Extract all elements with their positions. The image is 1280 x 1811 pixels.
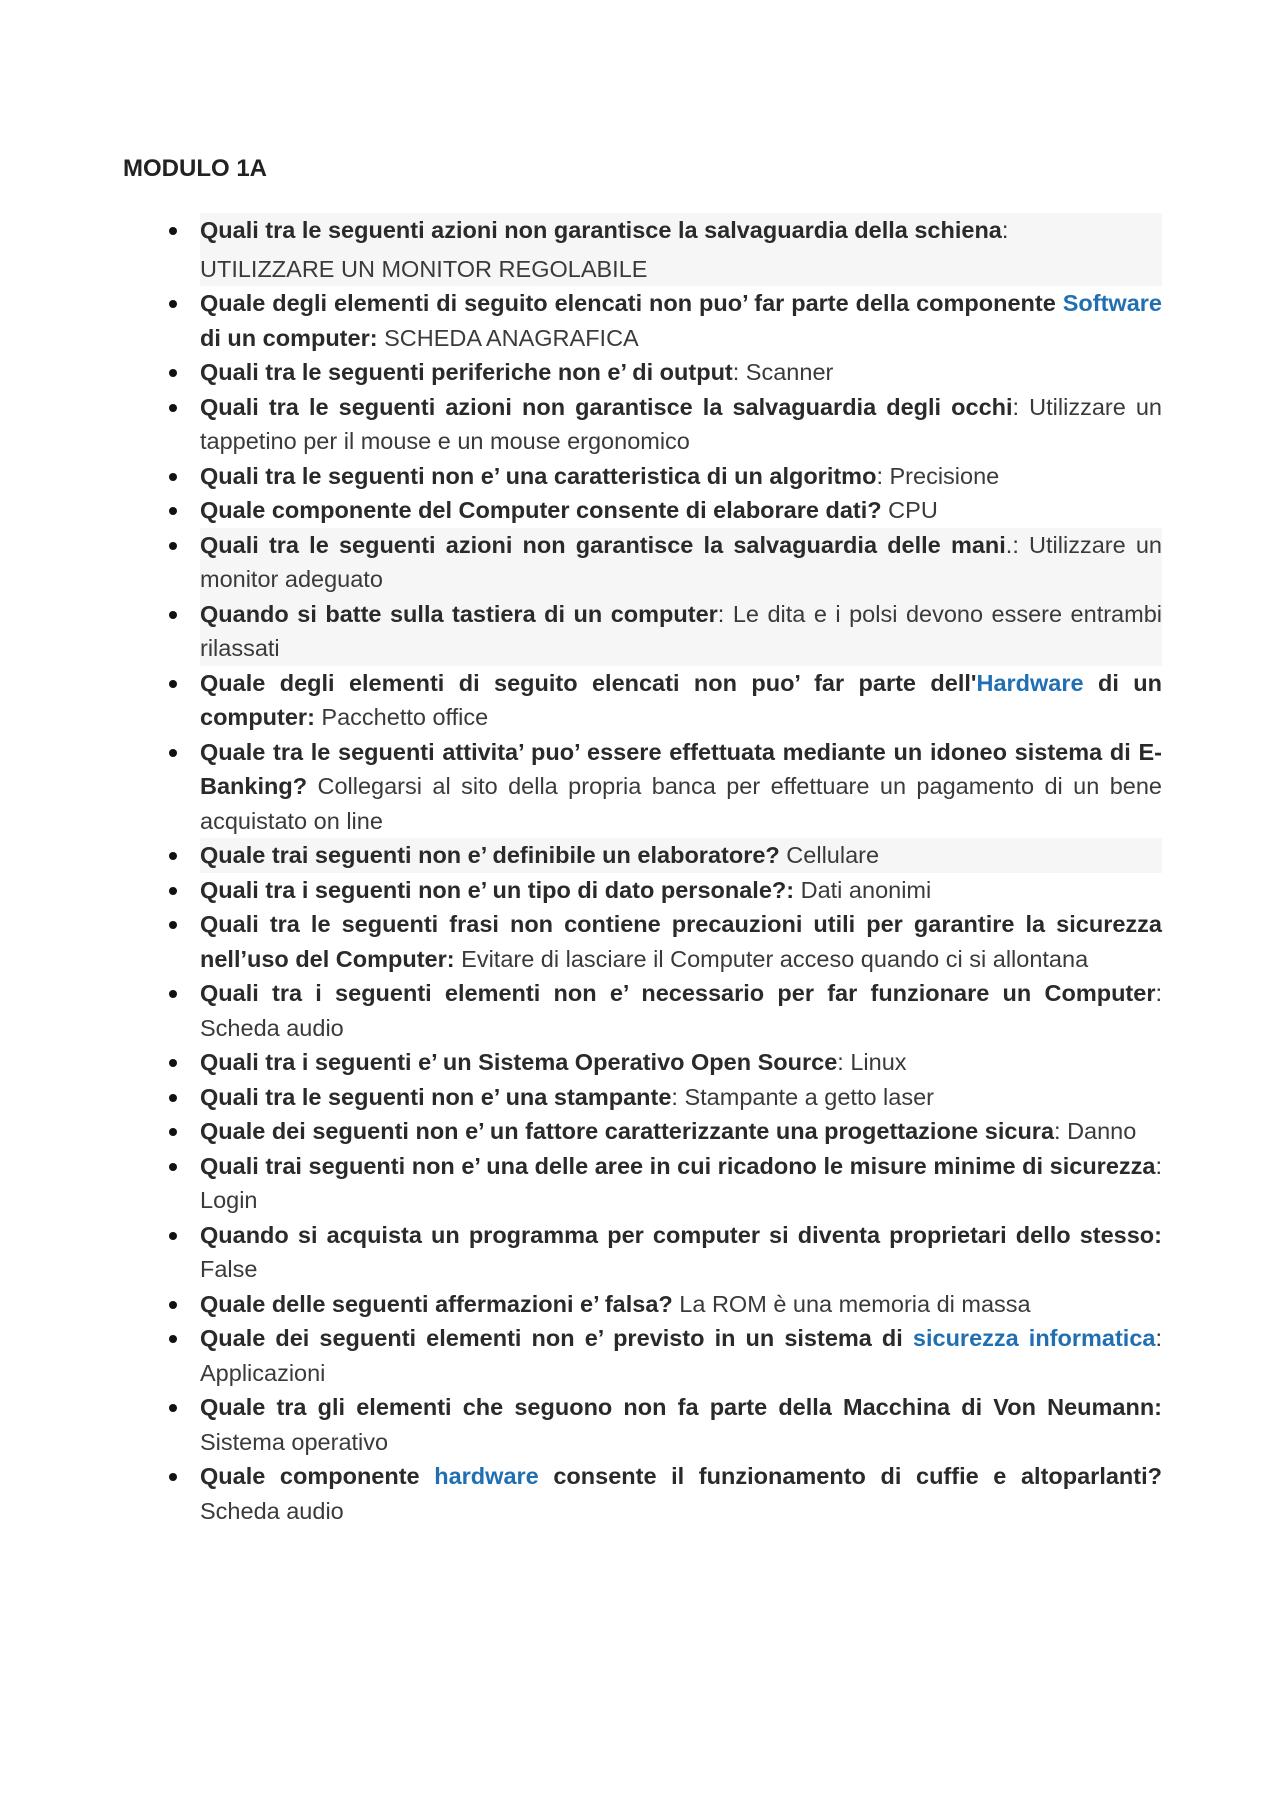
answer-text: Sistema operativo	[200, 1428, 389, 1455]
hyperlink-hardware[interactable]: Hardware	[976, 669, 1084, 696]
question-suffix: :	[1155, 1152, 1162, 1179]
answer-text: Collegarsi al sito della propria banca per effettuare un pagamento di un bene acquistato on line	[200, 773, 1162, 834]
question-suffix: :	[1155, 1325, 1162, 1351]
answer-text: Scheda audio	[200, 1014, 344, 1041]
answer-text: Scanner	[739, 359, 834, 385]
question-suffix: consente il funzionamento di cuffie e altoparlanti?	[538, 1463, 1162, 1489]
answer-text: Evitare di lasciare il Computer acceso quando ci si allontana	[454, 945, 1089, 972]
question-suffix: :	[1012, 393, 1020, 420]
question-text: Quali trai seguenti non e’ una delle aree in cui ricadono le misure minime di sicurezza	[200, 1152, 1156, 1179]
list-item	[200, 493, 1162, 528]
question-text: Quali tra le seguenti frasi non contiene precauzioni utili per garantire la sicurezza nell’uso del Computer:	[200, 911, 1162, 972]
question-suffix: di un computer:	[200, 324, 378, 351]
answer-text: UTILIZZARE UN MONITOR REGOLABILE	[200, 255, 648, 282]
answer-text: Dati anonimi	[794, 876, 932, 903]
list-item	[200, 873, 1162, 908]
question-text: Quale dei seguenti elementi non e’ previsto in un sistema di	[200, 1325, 913, 1351]
question-suffix: :	[1054, 1118, 1061, 1144]
list-item	[200, 355, 1162, 390]
question-text: Quali tra le seguenti periferiche non e’ di output	[200, 359, 733, 385]
question-suffix: :	[671, 1083, 678, 1110]
list-item	[200, 666, 1162, 735]
list-item	[200, 1218, 1162, 1287]
question-text: Quale componente del Computer consente di elaborare dati?	[200, 497, 882, 523]
question-text: Quali tra le seguenti azioni non garantisce la salvaguardia degli occhi	[200, 393, 1013, 420]
page-title: MODULO 1A	[123, 155, 267, 182]
question-text: Quali tra i seguenti elementi non e’ necessario per far funzionare un Computer	[200, 980, 1156, 1006]
question-list	[200, 213, 1162, 1528]
question-suffix: .:	[1005, 531, 1019, 558]
answer-text: Login	[200, 1187, 258, 1213]
list-item	[200, 976, 1162, 1045]
hyperlink-software[interactable]: Software	[1062, 290, 1162, 316]
list-item	[200, 1149, 1162, 1218]
question-suffix: :	[876, 462, 883, 489]
question-text: Quali tra le seguenti azioni non garantisce la salvaguardia delle mani	[200, 531, 1006, 558]
question-suffix: :	[837, 1049, 844, 1075]
answer-text: La ROM è una memoria di massa	[672, 1290, 1031, 1317]
list-item	[200, 838, 1162, 873]
hyperlink-sicurezza-informatica[interactable]: sicurezza informatica	[912, 1325, 1156, 1351]
question-text: Quale degli elementi di seguito elencati non puo’ far parte dell'	[200, 669, 977, 696]
question-text: Quale componente	[200, 1463, 435, 1489]
answer-text: Precisione	[882, 462, 1000, 489]
list-item	[200, 1321, 1162, 1390]
answer-text: Utilizzare un monitor adeguato	[200, 531, 1162, 592]
question-suffix: di un computer:	[200, 669, 1163, 730]
question-text: Quale trai seguenti non e’ definibile un elaboratore?	[200, 842, 780, 868]
answer-text: Utilizzare un tappetino per il mouse e un mouse ergonomico	[200, 393, 1163, 454]
question-suffix: :	[732, 359, 740, 385]
list-item	[200, 735, 1162, 839]
list-item	[200, 1114, 1162, 1149]
answer-text: False	[200, 1256, 258, 1282]
answer-text: Linux	[843, 1049, 907, 1075]
list-item	[200, 1390, 1162, 1459]
list-item	[200, 528, 1162, 597]
question-text: Quale degli elementi di seguito elencati non puo’ far parte della componente	[200, 290, 1063, 316]
question-suffix: :	[717, 600, 725, 627]
answer-text: CPU	[881, 497, 938, 523]
answer-text: Le dita e i polsi devono essere entrambi rilassati	[200, 600, 1162, 661]
list-item	[200, 1045, 1162, 1080]
answer-text: Pacchetto office	[314, 704, 489, 730]
list-item	[200, 907, 1162, 976]
answer-text: Stampante a getto laser	[677, 1083, 934, 1110]
question-text: Quali tra i seguenti non e’ un tipo di dato personale?:	[200, 876, 795, 903]
list-item	[200, 286, 1162, 355]
answer-text: Scheda audio	[200, 1497, 344, 1524]
question-text: Quali tra le seguenti non e’ una stampante	[200, 1083, 672, 1110]
list-item	[200, 390, 1162, 459]
answer-text: Cellulare	[779, 842, 880, 868]
list-item	[200, 213, 1162, 286]
question-text: Quali tra le seguenti non e’ una caratteristica di un algoritmo	[200, 462, 877, 489]
list-item	[200, 459, 1162, 494]
answer-text: SCHEDA ANAGRAFICA	[377, 324, 639, 351]
answer-text: Applicazioni	[200, 1359, 326, 1386]
list-item	[200, 1459, 1162, 1528]
question-text: Quando si batte sulla tastiera di un computer	[200, 600, 718, 627]
question-text: Quale delle seguenti affermazioni e’ falsa?	[200, 1290, 673, 1317]
list-item	[200, 1287, 1162, 1322]
question-text: Quali tra i seguenti e’ un Sistema Operativo Open Source	[200, 1049, 838, 1075]
hyperlink-hardware[interactable]: hardware	[434, 1463, 539, 1489]
question-text: Quale tra gli elementi che seguono non fa parte della Macchina di Von Neumann:	[200, 1394, 1162, 1420]
list-item	[200, 597, 1162, 666]
question-text: Quando si acquista un programma per computer si diventa proprietari dello stesso:	[200, 1221, 1162, 1248]
question-suffix: :	[1155, 980, 1162, 1006]
list-item	[200, 1080, 1162, 1115]
question-text: Quale dei seguenti non e’ un fattore caratterizzante una progettazione sicura	[200, 1118, 1055, 1144]
question-text: Quali tra le seguenti azioni non garantisce la salvaguardia della schiena	[200, 217, 1002, 243]
question-suffix: :	[1001, 217, 1009, 243]
question-text: Quale tra le seguenti attivita’ puo’ essere effettuata mediante un idoneo sistema di E-Banking?	[200, 738, 1162, 799]
answer-text: Danno	[1060, 1118, 1137, 1144]
